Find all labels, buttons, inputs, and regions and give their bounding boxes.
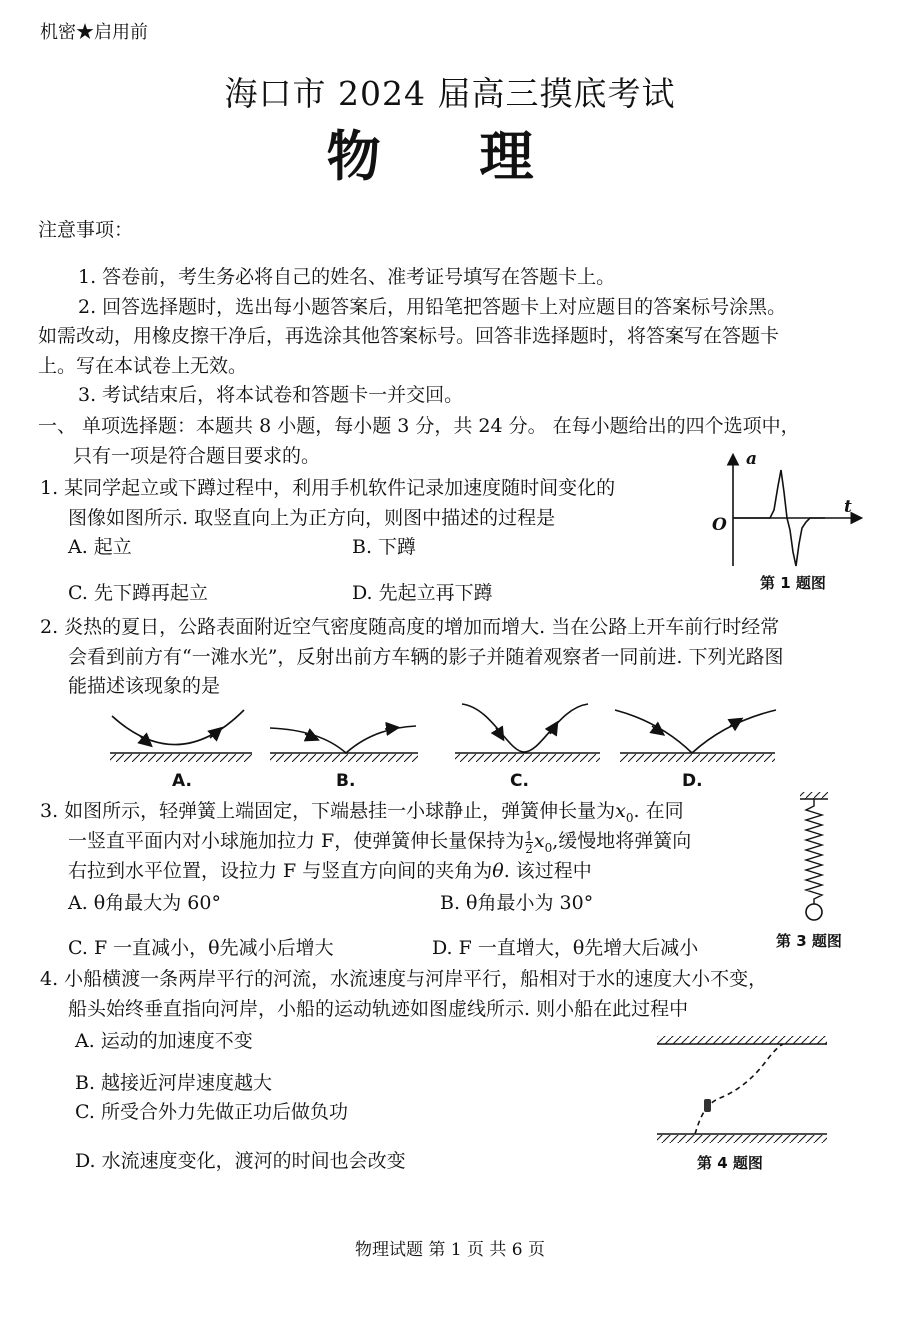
notes-item-2-end: 上。写在本试卷上无效。 (38, 355, 248, 377)
confidential-label: 机密★启用前 (40, 22, 148, 43)
q1-figure-caption: 第 1 题图 (760, 574, 826, 592)
q3-fraction (525, 830, 533, 855)
q2-stem-line2: 会看到前方有“一滩水光”，反射出前方车辆的影子并随着观察者一同前进. 下列光路图 (68, 646, 784, 668)
q3-x0-subscript-2: 0 (544, 840, 553, 855)
q1-stem-line2: 图像如图所示. 取竖直向上为正方向，则图中描述的过程是 (68, 507, 556, 529)
q3-option-b: B. θ角最小为 30° (440, 892, 594, 914)
q3-stem-line3 (68, 858, 592, 884)
q4-far-bank (657, 1036, 827, 1044)
q2-label-d: D. (682, 771, 703, 791)
q2-label-a: A. (172, 771, 192, 791)
q4-option-c: C. 所受合外力先做正功后做负功 (75, 1101, 348, 1123)
notes-heading: 注意事项： (38, 219, 134, 241)
q1-stem-line1: 1. 某同学起立或下蹲过程中，利用手机软件记录加速度随时间变化的 (40, 477, 616, 499)
q4-option-b: B. 越接近河岸速度越大 (75, 1072, 273, 1094)
q2-label-c: C. (510, 771, 529, 791)
notes-item-2: 2. 回答选择题时，选出每小题答案后，用铅笔把答题卡上对应题目的答案标号涂黑。 (78, 296, 787, 318)
q3-theta-symbol: θ (492, 860, 504, 882)
notes-item-1: 1. 答卷前，考生务必将自己的姓名、准考证号填写在答题卡上。 (78, 266, 616, 288)
q3-stem-line2-end: ,缓慢地将弹簧向 (552, 830, 692, 852)
exam-title: 海口市 2024 届高三摸底考试 (224, 74, 676, 113)
q3-x0-symbol-2: x (533, 830, 545, 852)
q3-stem-line2 (68, 828, 691, 861)
q3-ball (806, 904, 822, 920)
q4-trajectory (695, 1044, 783, 1134)
q1-origin-label: O (712, 515, 727, 535)
q3-option-d: D. F 一直增大，θ先增大后减小 (432, 937, 699, 959)
q3-option-a: A. θ角最大为 60° (68, 892, 221, 914)
q4-figure-caption: 第 4 题图 (697, 1154, 763, 1172)
q4-stem-line2: 船头始终垂直指向河岸，小船的运动轨迹如图虚线所示. 则小船在此过程中 (68, 998, 689, 1020)
q4-stem-line1: 4. 小船横渡一条两岸平行的河流，水流速度与河岸平行，船相对于水的速度大小不变， (40, 968, 768, 990)
notes-item-2-cont: 如需改动，用橡皮擦干净后，再选涂其他答案标号。回答非选择题时，将答案写在答题卡 (38, 325, 780, 347)
q3-stem-line3-end: . 该过程中 (503, 860, 592, 882)
q4-option-a: A. 运动的加速度不变 (75, 1030, 253, 1052)
section-instruction: 只有一项是符合题目要求的。 (73, 445, 321, 467)
q2-figures (100, 698, 790, 796)
q3-option-c: C. F 一直减小，θ先减小后增大 (68, 937, 334, 959)
q1-option-c: C. 先下蹲再起立 (68, 582, 208, 604)
q4-river-figure (655, 1030, 830, 1145)
q2-stem-line1: 2. 炎热的夏日，公路表面附近空气密度随高度的增加而增大. 当在公路上开车前行时经常 (40, 616, 780, 638)
q2-label-b: B. (336, 771, 356, 791)
section-heading: 一、 单项选择题：本题共 8 小题，每小题 3 分，共 24 分。 在每小题给出的四个选项中， (38, 415, 800, 437)
q3-x0-subscript: 0 (625, 810, 634, 825)
q2-option-a-diagram (110, 710, 252, 791)
q3-fraction-numerator: 1 (525, 828, 533, 843)
q1-axis-y-label: a (746, 449, 758, 469)
notes-item-3: 3. 考试结束后，将本试卷和答题卡一并交回。 (78, 384, 464, 406)
page-footer: 物理试题 第 1 页 共 6 页 (354, 1240, 546, 1260)
q3-figure-caption: 第 3 题图 (776, 932, 842, 950)
q3-stem-line1 (40, 798, 684, 831)
q4-boat (704, 1099, 711, 1112)
q1-option-b: B. 下蹲 (352, 536, 417, 558)
subject-title: 物 理 (326, 124, 574, 188)
q3-spring (806, 799, 822, 904)
q2-option-c-diagram (455, 704, 600, 791)
q2-option-b-diagram (270, 726, 418, 791)
q3-stem-line3-text: 右拉到水平位置，设拉力 F 与竖直方向间的夹角为 (68, 860, 493, 882)
q3-stem-line1-end: . 在同 (633, 800, 684, 822)
q4-option-d: D. 水流速度变化，渡河的时间也会改变 (75, 1150, 406, 1172)
q3-stem-line1-text: 3. 如图所示，轻弹簧上端固定，下端悬挂一小球静止，弹簧伸长量为 (40, 800, 616, 822)
q3-spring-figure (790, 790, 840, 930)
q1-axis-x-label: t (844, 497, 852, 517)
q2-stem-line3: 能描述该现象的是 (68, 675, 221, 697)
q1-option-a: A. 起立 (68, 536, 132, 558)
q1-option-d: D. 先起立再下蹲 (352, 582, 493, 604)
q2-option-d-diagram (615, 710, 776, 791)
q3-fraction-denominator: 2 (525, 841, 533, 856)
q3-stem-line2-text: 一竖直平面内对小球施加拉力 F，使弹簧伸长量保持为 (68, 830, 525, 852)
q3-x0-symbol: x (615, 800, 626, 822)
